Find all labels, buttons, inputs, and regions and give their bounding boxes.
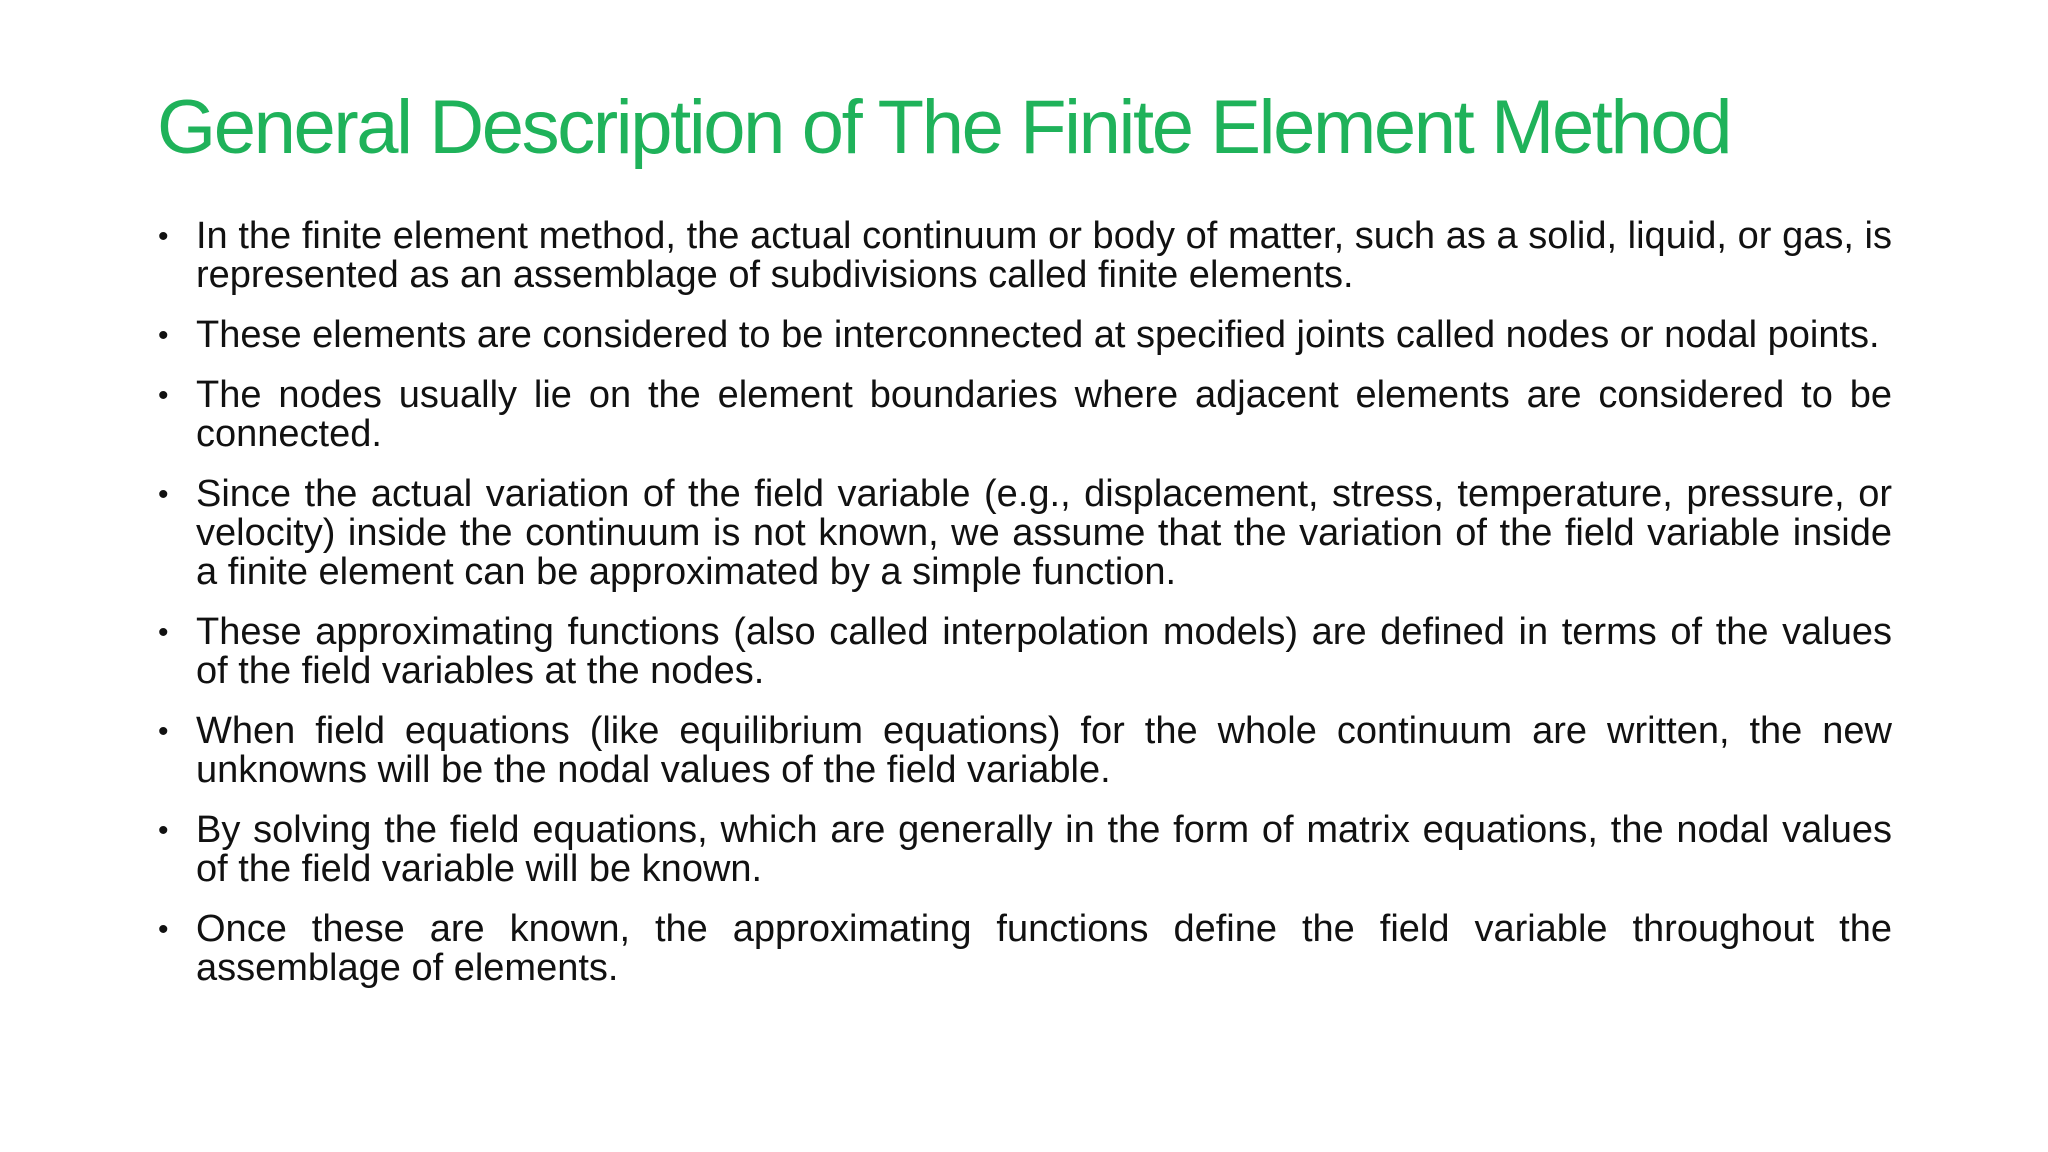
bullet-item bbox=[148, 811, 1892, 889]
bullet-text: Since the actual variation of the field variable (e.g., displacement, stress, temperature, pressure, or velocity) inside the continuum is not known, we assume that the variation of the field variable inside a finite element can be approximated by a simple function. bbox=[196, 473, 1892, 593]
bullet-text: By solving the field equations, which are generally in the form of matrix equations, the nodal values of the field variable will be known. bbox=[196, 809, 1892, 890]
bullet-text: Once these are known, the approximating functions define the field variable throughout the assemblage of elements. bbox=[196, 908, 1892, 989]
bullet-text: These approximating functions (also called interpolation models) are defined in terms of the values of the field variables at the nodes. bbox=[196, 611, 1892, 692]
bullet-text: The nodes usually lie on the element boundaries where adjacent elements are considered to be connected. bbox=[196, 374, 1892, 455]
bullet-text: When field equations (like equilibrium equations) for the whole continuum are written, the new unknowns will be the nodal values of the field variable. bbox=[196, 710, 1892, 791]
bullet-dot-icon: • bbox=[158, 913, 169, 946]
bullet-dot-icon: • bbox=[158, 814, 169, 847]
bullet-item bbox=[148, 376, 1892, 454]
bullet-item bbox=[148, 613, 1892, 691]
bullet-item bbox=[148, 910, 1892, 988]
bullet-text: These elements are considered to be interconnected at specified joints called nodes or nodal points. bbox=[196, 314, 1880, 356]
bullet-dot-icon: • bbox=[158, 319, 169, 352]
bullet-text: In the finite element method, the actual continuum or body of matter, such as a solid, liquid, or gas, is represented as an assemblage of subdivisions called finite elements. bbox=[196, 215, 1892, 296]
bullet-dot-icon: • bbox=[158, 715, 169, 748]
bullet-dot-icon: • bbox=[158, 616, 169, 649]
bullet-dot-icon: • bbox=[158, 478, 169, 511]
bullet-item bbox=[148, 475, 1892, 592]
bullet-dot-icon: • bbox=[158, 379, 169, 412]
bullet-list bbox=[148, 217, 1892, 1009]
bullet-item bbox=[148, 217, 1892, 295]
bullet-dot-icon: • bbox=[158, 220, 169, 253]
slide-title: General Description of The Finite Element Method bbox=[157, 85, 1731, 170]
bullet-item bbox=[148, 316, 1892, 355]
bullet-item bbox=[148, 712, 1892, 790]
